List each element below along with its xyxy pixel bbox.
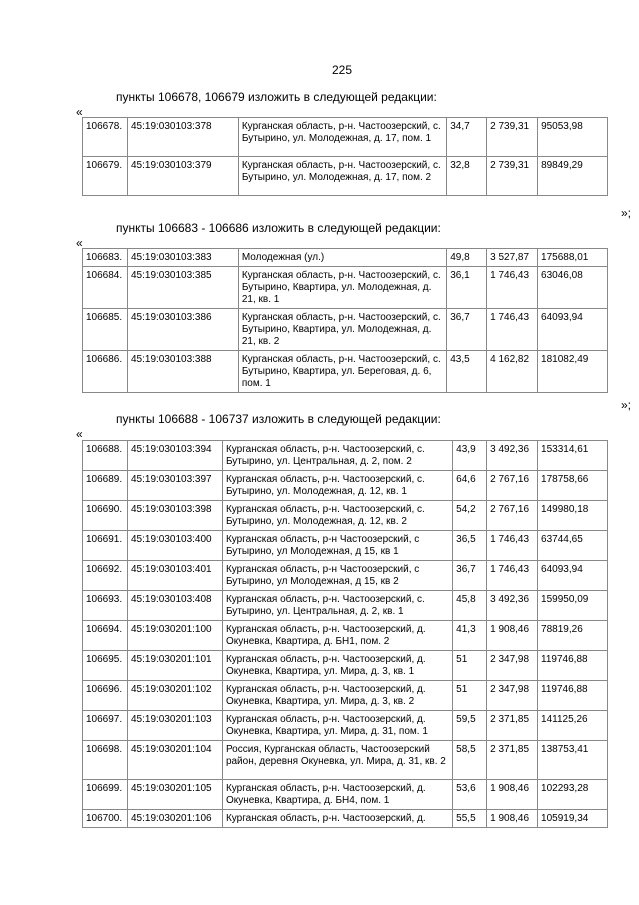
cell-cadastral: 45:19:030103:400: [127, 531, 222, 561]
cell-area: 54,2: [453, 501, 487, 531]
table-row: [83, 780, 608, 810]
cell-value: 64093,94: [538, 309, 608, 351]
cell-number: 106678.: [83, 118, 128, 157]
open-quote: «: [76, 427, 83, 441]
cell-price: 1 908,46: [487, 780, 538, 810]
cell-cadastral: 45:19:030201:104: [127, 741, 222, 780]
cell-address: Курганская область, р-н. Частоозерский, с. Бутырино, Квартира, ул. Молодежная, д. 21, кв. 1: [238, 267, 446, 309]
cell-cadastral: 45:19:030103:386: [127, 309, 238, 351]
cell-area: 34,7: [447, 118, 487, 157]
cell-price: 2 347,98: [487, 681, 538, 711]
cell-price: 1 746,43: [487, 531, 538, 561]
table-row: [83, 249, 608, 267]
cell-value: 153314,61: [538, 441, 608, 471]
cell-price: 2 739,31: [487, 157, 538, 196]
cell-number: 106684.: [83, 267, 128, 309]
cell-value: 175688,01: [538, 249, 608, 267]
cell-price: 1 908,46: [487, 810, 538, 828]
cell-number: 106697.: [83, 711, 128, 741]
cell-address: Россия, Курганская область, Частоозерский район, деревня Окуневка, ул. Мира, д. 31, кв. 2: [222, 741, 452, 780]
cell-value: 178758,66: [538, 471, 608, 501]
cell-price: 1 746,43: [487, 267, 538, 309]
cell-number: 106695.: [83, 651, 128, 681]
table-row: [83, 118, 608, 157]
cell-number: 106693.: [83, 591, 128, 621]
cell-area: 51: [453, 681, 487, 711]
cell-cadastral: 45:19:030103:398: [127, 501, 222, 531]
cell-address: Курганская область, р-н. Частоозерский, с. Бутырино, ул. Молодежная, д. 17, пом. 2: [238, 157, 446, 196]
cell-address: Курганская область, р-н Частоозерский, с Бутырино, ул Молодежная, д 15, кв 2: [222, 561, 452, 591]
cell-value: 105919,34: [538, 810, 608, 828]
cell-price: 4 162,82: [487, 351, 538, 393]
cell-number: 106685.: [83, 309, 128, 351]
cell-value: 63744,65: [538, 531, 608, 561]
cell-number: 106699.: [83, 780, 128, 810]
cell-cadastral: 45:19:030103:401: [127, 561, 222, 591]
cell-cadastral: 45:19:030103:378: [127, 118, 238, 157]
table-row: [83, 561, 608, 591]
cell-number: 106686.: [83, 351, 128, 393]
cell-address: Курганская область, р-н. Частоозерский, с. Бутырино, Квартира, ул. Молодежная, д. 21, кв. 2: [238, 309, 446, 351]
cell-value: 119746,88: [538, 681, 608, 711]
table-row: [83, 711, 608, 741]
table-row: [83, 681, 608, 711]
cell-price: 2 767,16: [487, 501, 538, 531]
cell-price: 2 767,16: [487, 471, 538, 501]
cell-cadastral: 45:19:030103:385: [127, 267, 238, 309]
cell-area: 58,5: [453, 741, 487, 780]
cell-cadastral: 45:19:030103:394: [127, 441, 222, 471]
cell-number: 106689.: [83, 471, 128, 501]
cell-cadastral: 45:19:030103:383: [127, 249, 238, 267]
open-quote: «: [76, 105, 83, 119]
cell-address: Курганская область, р-н. Частоозерский, с. Бутырино, ул. Молодежная, д. 12, кв. 2: [222, 501, 452, 531]
close-quote: »;: [620, 206, 631, 220]
cell-number: 106694.: [83, 621, 128, 651]
cell-address: Курганская область, р-н. Частоозерский, д.: [222, 810, 452, 828]
cell-number: 106690.: [83, 501, 128, 531]
cell-price: 3 527,87: [487, 249, 538, 267]
cell-number: 106700.: [83, 810, 128, 828]
cell-cadastral: 45:19:030201:105: [127, 780, 222, 810]
cell-cadastral: 45:19:030103:397: [127, 471, 222, 501]
table-section-2: [82, 248, 608, 393]
cell-cadastral: 45:19:030201:102: [127, 681, 222, 711]
cell-price: 1 746,43: [487, 561, 538, 591]
cell-price: 2 739,31: [487, 118, 538, 157]
cell-cadastral: 45:19:030103:379: [127, 157, 238, 196]
cell-area: 53,6: [453, 780, 487, 810]
cell-area: 43,5: [447, 351, 487, 393]
cell-value: 89849,29: [538, 157, 608, 196]
cell-cadastral: 45:19:030201:106: [127, 810, 222, 828]
close-quote: »;: [620, 398, 631, 412]
cell-value: 63046,08: [538, 267, 608, 309]
cell-number: 106691.: [83, 531, 128, 561]
cell-address: Курганская область, р-н. Частоозерский, д. Окуневка, Квартира, ул. Мира, д. 31, пом. 1: [222, 711, 452, 741]
cell-cadastral: 45:19:030103:388: [127, 351, 238, 393]
table-row: [83, 531, 608, 561]
cell-value: 141125,26: [538, 711, 608, 741]
cell-area: 49,8: [447, 249, 487, 267]
cell-price: 3 492,36: [487, 591, 538, 621]
cell-number: 106688.: [83, 441, 128, 471]
table-row: [83, 267, 608, 309]
table-row: [83, 621, 608, 651]
cell-price: 1 746,43: [487, 309, 538, 351]
cell-number: 106692.: [83, 561, 128, 591]
cell-area: 45,8: [453, 591, 487, 621]
cell-area: 36,7: [453, 561, 487, 591]
cell-address: Курганская область, р-н. Частоозерский, с. Бутырино, ул. Молодежная, д. 12, кв. 1: [222, 471, 452, 501]
cell-cadastral: 45:19:030201:103: [127, 711, 222, 741]
cell-number: 106696.: [83, 681, 128, 711]
cell-price: 1 908,46: [487, 621, 538, 651]
cell-value: 138753,41: [538, 741, 608, 780]
page-number: 225: [331, 63, 353, 77]
cell-address: Курганская область, р-н. Частоозерский, д. Окуневка, Квартира, ул. Мира, д. 3, кв. 2: [222, 681, 452, 711]
cell-value: 64093,94: [538, 561, 608, 591]
cell-number: 106698.: [83, 741, 128, 780]
cell-area: 36,1: [447, 267, 487, 309]
cell-price: 2 347,98: [487, 651, 538, 681]
cell-address: Курганская область, р-н. Частоозерский, с. Бутырино, ул. Центральная, д. 2, пом. 2: [222, 441, 452, 471]
cell-address: Курганская область, р-н. Частоозерский, с. Бутырино, Квартира, ул. Береговая, д. 6, пом. 1: [238, 351, 446, 393]
table-row: [83, 351, 608, 393]
cell-address: Курганская область, р-н Частоозерский, с Бутырино, ул Молодежная, д 15, кв 1: [222, 531, 452, 561]
cell-cadastral: 45:19:030201:101: [127, 651, 222, 681]
table-row: [83, 471, 608, 501]
cell-address: Курганская область, р-н. Частоозерский, с. Бутырино, ул. Молодежная, д. 17, пом. 1: [238, 118, 446, 157]
table-section-1: [82, 117, 608, 196]
table-row: [83, 810, 608, 828]
cell-value: 181082,49: [538, 351, 608, 393]
cell-area: 51: [453, 651, 487, 681]
cell-address: Курганская область, р-н. Частоозерский, д. Окуневка, Квартира, д. БН1, пом. 2: [222, 621, 452, 651]
cell-price: 2 371,85: [487, 711, 538, 741]
cell-address: Курганская область, р-н. Частоозерский, д. Окуневка, Квартира, ул. Мира, д. 3, кв. 1: [222, 651, 452, 681]
cell-value: 95053,98: [538, 118, 608, 157]
cell-area: 43,9: [453, 441, 487, 471]
cell-price: 2 371,85: [487, 741, 538, 780]
cell-number: 106679.: [83, 157, 128, 196]
cell-area: 36,5: [453, 531, 487, 561]
cell-area: 41,3: [453, 621, 487, 651]
table-row: [83, 441, 608, 471]
cell-cadastral: 45:19:030103:408: [127, 591, 222, 621]
cell-area: 64,6: [453, 471, 487, 501]
cell-value: 119746,88: [538, 651, 608, 681]
cell-address: Курганская область, р-н. Частоозерский, с. Бутырино, ул. Центральная, д. 2, кв. 1: [222, 591, 452, 621]
cell-address: Молодежная (ул.): [238, 249, 446, 267]
cell-number: 106683.: [83, 249, 128, 267]
cell-price: 3 492,36: [487, 441, 538, 471]
table-row: [83, 651, 608, 681]
cell-cadastral: 45:19:030201:100: [127, 621, 222, 651]
cell-address: Курганская область, р-н. Частоозерский, д. Окуневка, Квартира, д. БН4, пом. 1: [222, 780, 452, 810]
cell-value: 102293,28: [538, 780, 608, 810]
table-row: [83, 591, 608, 621]
cell-area: 36,7: [447, 309, 487, 351]
section-heading: пункты 106678, 106679 изложить в следующей редакции:: [116, 90, 437, 104]
cell-area: 59,5: [453, 711, 487, 741]
table-row: [83, 501, 608, 531]
table-row: [83, 157, 608, 196]
open-quote: «: [76, 236, 83, 250]
cell-area: 32,8: [447, 157, 487, 196]
table-section-3: [82, 440, 608, 828]
cell-value: 149980,18: [538, 501, 608, 531]
table-row: [83, 741, 608, 780]
cell-value: 159950,09: [538, 591, 608, 621]
cell-area: 55,5: [453, 810, 487, 828]
section-heading: пункты 106688 - 106737 изложить в следующей редакции:: [116, 412, 441, 426]
cell-value: 78819,26: [538, 621, 608, 651]
table-row: [83, 309, 608, 351]
section-heading: пункты 106683 - 106686 изложить в следующей редакции:: [116, 221, 441, 235]
